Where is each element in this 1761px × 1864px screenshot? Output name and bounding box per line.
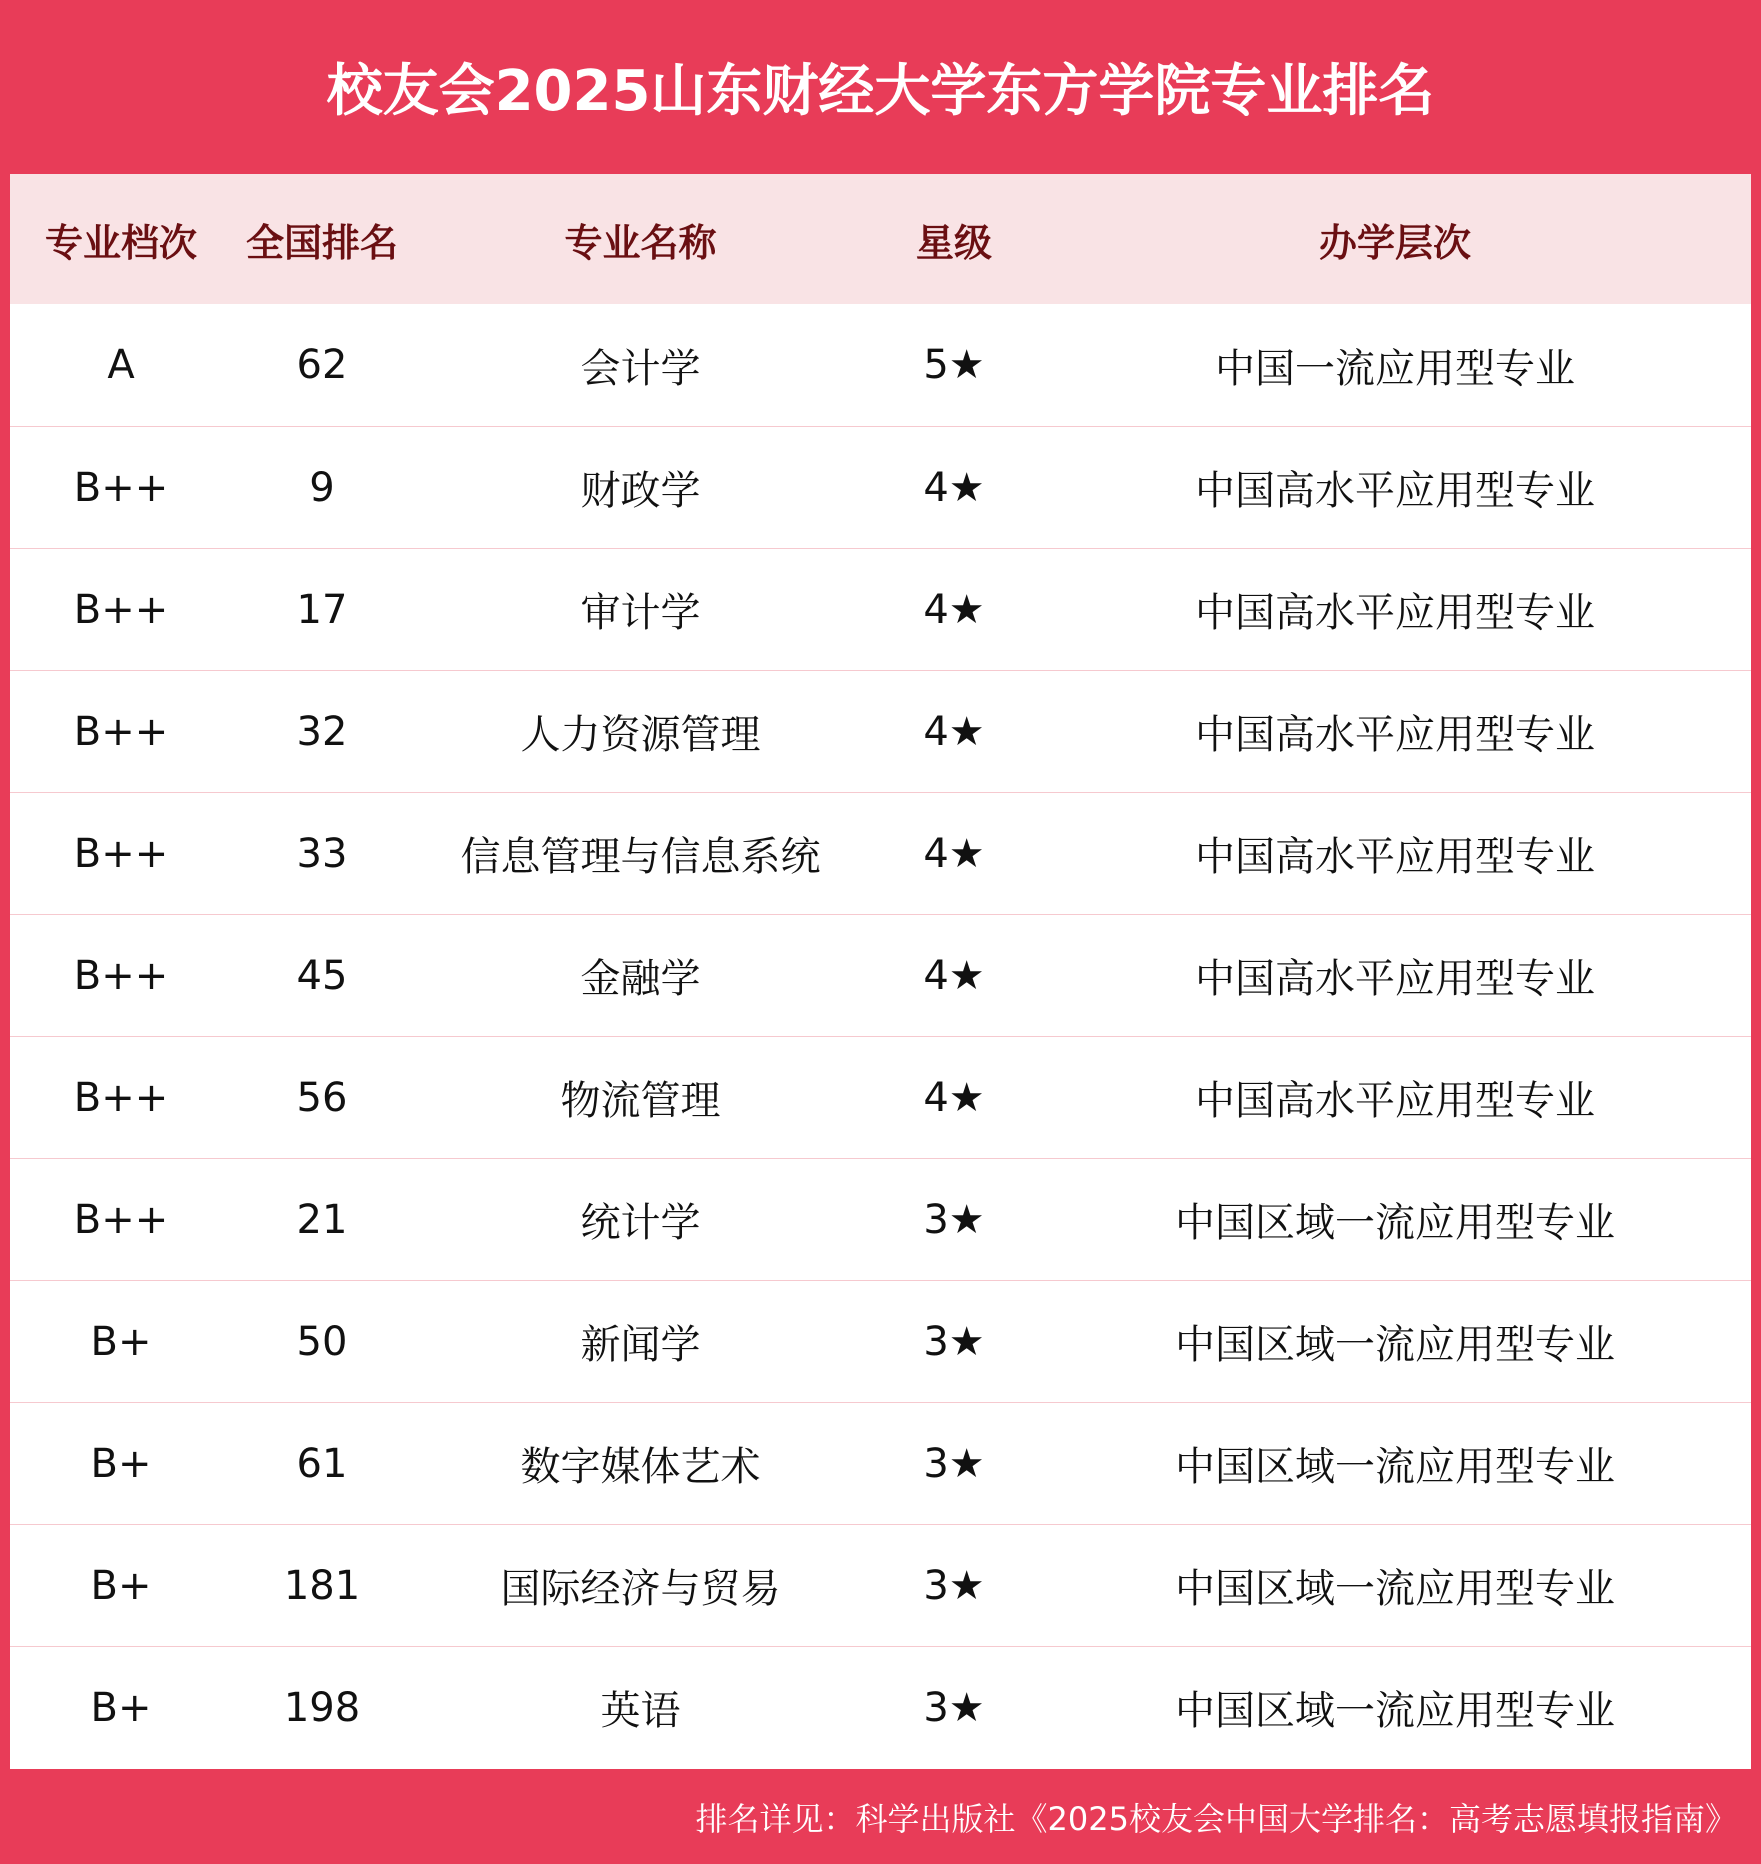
cell-tier: B+ (90, 1440, 152, 1487)
cell-level: 中国高水平应用型专业 (1195, 834, 1595, 880)
cell-major: 财政学 (580, 468, 701, 514)
cell-stars: 3★ (923, 1318, 985, 1365)
header-tier: 专业档次 (44, 220, 197, 265)
cell-tier: B+ (90, 1684, 152, 1731)
table-row (10, 1524, 1751, 1646)
cell-tier: B++ (73, 586, 169, 633)
cell-rank: 21 (296, 1196, 348, 1243)
cell-major: 统计学 (580, 1200, 701, 1246)
cell-major: 人力资源管理 (520, 712, 761, 758)
cell-tier: A (107, 342, 135, 388)
cell-rank: 32 (296, 708, 348, 755)
cell-major: 会计学 (580, 345, 701, 392)
cell-tier: B++ (73, 952, 169, 999)
cell-level: 中国高水平应用型专业 (1195, 590, 1595, 636)
cell-stars: 3★ (923, 1684, 985, 1731)
cell-rank: 50 (296, 1318, 348, 1365)
header-stars: 星级 (915, 220, 992, 265)
cell-major: 数字媒体艺术 (520, 1444, 761, 1490)
table-row (10, 792, 1751, 914)
table-row (10, 1036, 1751, 1158)
ranking-table (10, 174, 1751, 1769)
cell-major: 国际经济与贸易 (500, 1566, 781, 1612)
cell-rank: 45 (296, 952, 348, 999)
cell-stars: 4★ (923, 830, 985, 877)
source-note: 排名详见：科学出版社《2025校友会中国大学排名：高考志愿填报指南》 (695, 1799, 1737, 1838)
table-row (10, 548, 1751, 670)
cell-level: 中国高水平应用型专业 (1195, 468, 1595, 514)
cell-level: 中国区域一流应用型专业 (1175, 1688, 1615, 1734)
cell-tier: B++ (73, 464, 169, 511)
cell-level: 中国高水平应用型专业 (1195, 712, 1595, 758)
table-row (10, 426, 1751, 548)
cell-tier: B+ (90, 1562, 152, 1609)
cell-stars: 3★ (923, 1440, 985, 1487)
table-row (10, 914, 1751, 1036)
cell-major: 信息管理与信息系统 (460, 834, 821, 880)
table-row (10, 1158, 1751, 1280)
cell-tier: B+ (90, 1318, 152, 1365)
cell-level: 中国区域一流应用型专业 (1175, 1566, 1615, 1612)
header-level: 办学层次 (1318, 220, 1471, 265)
cell-tier: B++ (73, 708, 169, 755)
cell-tier: B++ (73, 830, 169, 877)
cell-rank: 9 (309, 464, 335, 511)
cell-major: 新闻学 (580, 1322, 701, 1368)
cell-stars: 4★ (923, 708, 985, 755)
cell-rank: 198 (283, 1684, 361, 1731)
table-row (10, 1280, 1751, 1402)
table-row (10, 1646, 1751, 1768)
cell-level: 中国高水平应用型专业 (1195, 1078, 1595, 1124)
cell-rank: 56 (296, 1074, 348, 1121)
cell-stars: 4★ (923, 952, 985, 999)
cell-level: 中国区域一流应用型专业 (1175, 1444, 1615, 1490)
page-title: 校友会2025山东财经大学东方学院专业排名 (326, 59, 1435, 124)
cell-rank: 61 (296, 1440, 348, 1487)
cell-level: 中国区域一流应用型专业 (1175, 1200, 1615, 1246)
cell-level: 中国区域一流应用型专业 (1175, 1322, 1615, 1368)
cell-stars: 5★ (923, 342, 985, 388)
table-row (10, 304, 1751, 426)
table-row (10, 1402, 1751, 1524)
table-header (10, 174, 1751, 304)
header-major: 专业名称 (564, 220, 717, 265)
cell-stars: 3★ (923, 1562, 985, 1609)
cell-rank: 181 (283, 1562, 361, 1609)
cell-stars: 4★ (923, 586, 985, 633)
cell-rank: 33 (296, 830, 348, 877)
cell-tier: B++ (73, 1074, 169, 1121)
cell-stars: 3★ (923, 1196, 985, 1243)
cell-rank: 17 (296, 586, 348, 633)
cell-major: 物流管理 (560, 1078, 721, 1124)
cell-stars: 4★ (923, 464, 985, 511)
table-row (10, 670, 1751, 792)
cell-major: 英语 (600, 1688, 681, 1734)
header-rank: 全国排名 (245, 220, 398, 265)
cell-tier: B++ (73, 1196, 169, 1243)
cell-major: 金融学 (580, 956, 701, 1002)
cell-rank: 62 (296, 342, 348, 388)
cell-level: 中国高水平应用型专业 (1195, 956, 1595, 1002)
cell-level: 中国一流应用型专业 (1215, 345, 1575, 392)
cell-stars: 4★ (923, 1074, 985, 1121)
cell-major: 审计学 (580, 590, 701, 636)
